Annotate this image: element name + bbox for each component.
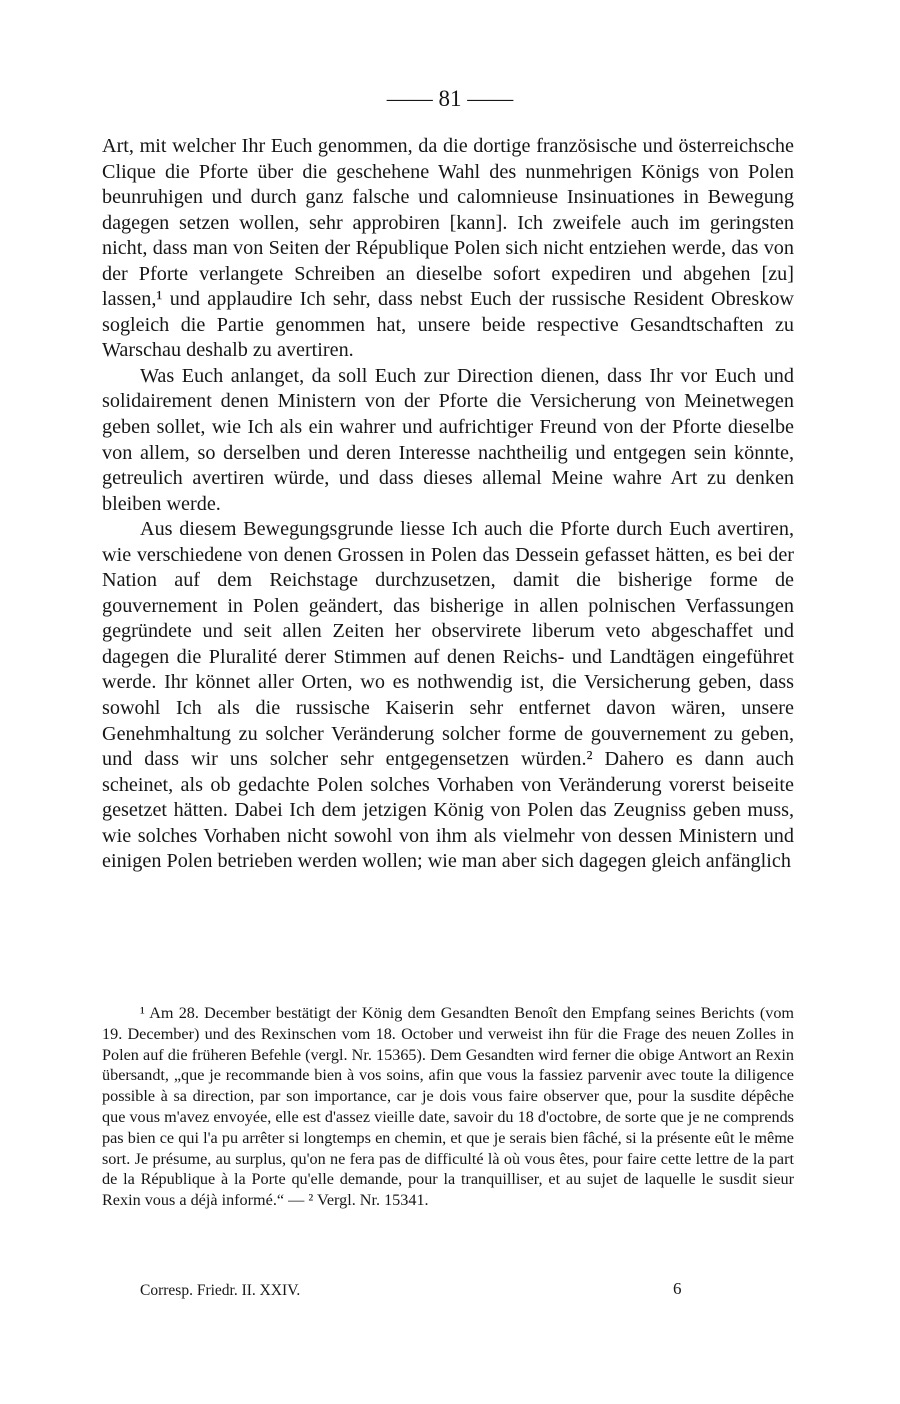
main-text [102, 134, 794, 875]
signature-number: 6 [673, 1279, 682, 1298]
printer-signature: Corresp. Friedr. II. XXIV. [140, 1282, 301, 1299]
page-number: —— 81 —— [386, 86, 514, 111]
paragraph-3: Aus diesem Bewegungsgrunde liesse Ich auch die Pforte durch Euch avertiren, wie verschiedene von denen Grossen in Polen das Dessein gefasset hätten, es bei der Nation auf dem Reichstage durchzusetzen, damit die bisherige forme de gouvernement in Polen geändert, das bisherige in allen polnischen Verfassungen gegründete und seit allen Zeiten her observirete liberum veto abgeschaffet und dagegen die Pluralité derer Stimmen auf denen Reichs- und Landtägen eingeführet werde. Ihr könnet aller Orten, wo es nothwendig ist, die Versicherung geben, dass sowohl Ich als die russische Kaiserin sehr entfernet davon wären, unsere Genehmhaltung zu solcher Veränderung solcher forme de gouvernement zu geben, und dass wir uns solcher sehr entgegensetzen würden.² Dahero es dann auch scheinet, als ob gedachte Polen solches Vorhaben von Veränderung vorerst beiseite gesetzet hätten. Dabei Ich dem jetzigen König von Polen das Zeugniss geben muss, wie solches Vorhaben nicht sowohl von ihm als vielmehr von dessen Ministern und einigen Polen betrieben werden wollen; wie man aber sich dagegen gleich anfänglich [102, 518, 794, 873]
paragraph-2: Was Euch anlanget, da soll Euch zur Direction dienen, dass Ihr vor Euch und solidairement denen Ministern von der Pforte die Versicherung von Meinetwegen geben sollet, wie Ich als ein wahrer und aufrichtiger Freund von der Pforte dieselbe von allem, so derselben und deren Interesse nachtheilig und entgegen sein könnte, getreulich avertiren würde, und dass dieses allemal Meine wahre Art zu denken bleiben werde. [102, 364, 794, 515]
footnote-text: ¹ Am 28. December bestätigt der König dem Gesandten Benoît den Empfang seines Berichts (vom 19. December) und des Rexinschen vom 18. October und verweist ihn für die Frage des neuen Zolles in Polen auf die früheren Befehle (vergl. Nr. 15365). Dem Gesandten wird ferner die obige Antwort an Rexin übersandt, „que je recommande bien à vos soins, afin que vous la fassiez parvenir avec toute la diligence possible à sa direction, par son importance, car je dois vous faire observer que, pour la susdite dépêche que vous m'avez envoyée, elle est d'assez vieille date, savoir du 18 d'octobre, de sorte que je ne comprends pas bien ce qui l'a pu arrêter si longtemps en chemin, et que je serais bien fâché, si la présente eût le même sort. Je présume, au surplus, qu'on ne fera pas de difficulté là où vous êtes, pour faire cette lettre de la part de la République à la Porte qu'elle demande, pour la tranquilliser, et au sujet de laquelle le susdit sieur Rexin vous a déjà informé.“ — ² Vergl. Nr. 15341. [102, 1004, 794, 1210]
paragraph-1: Art, mit welcher Ihr Euch genommen, da die dortige französische und österreichsche Clique die Pforte über die geschehene Wahl des nunmehrigen Königs von Polen beunruhigen und durch ganz falsche und calomnieuse Insinuationes in Bewegung dagegen setzen wollen, sehr approbiren [kann]. Ich zweifele auch im geringsten nicht, dass man von Seiten der République Polen sich nicht entziehen werde, das von der Pforte verlangete Schreiben an dieselbe sofort expediren und abgehen [zu] lassen,¹ und applaudire Ich sehr, dass nebst Euch der russische Resident Obreskow sogleich die Partie genommen hat, unsere beide respective Gesandtschaften zu Warschau deshalb zu avertiren. [102, 135, 794, 362]
footnotes [102, 1003, 794, 1211]
